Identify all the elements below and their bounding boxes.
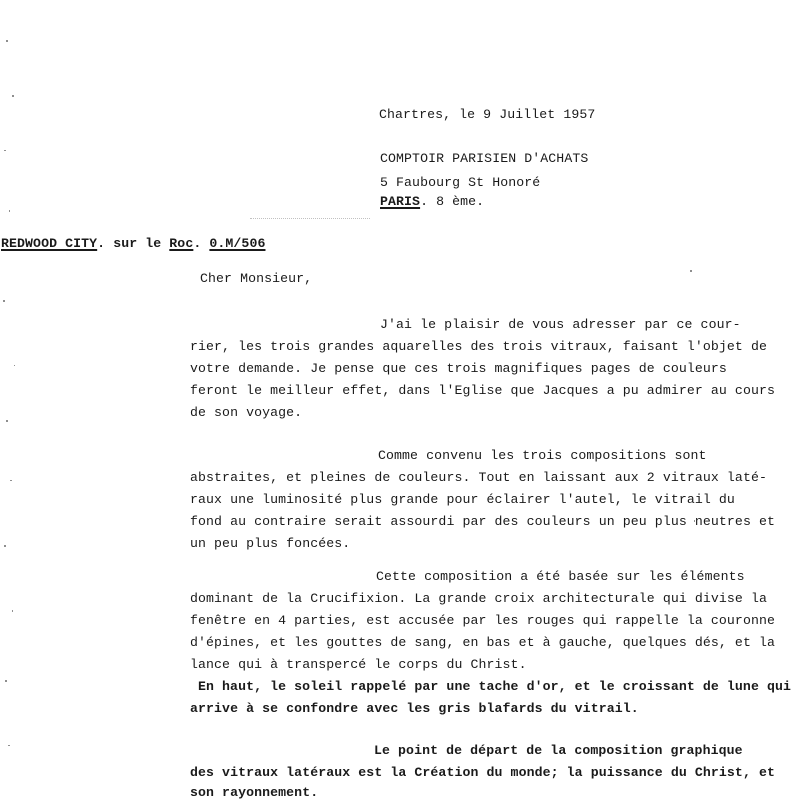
- body-line: un peu plus foncées.: [190, 536, 351, 551]
- reference-sep: . sur le: [97, 236, 170, 251]
- body-line: son rayonnement.: [190, 785, 319, 800]
- margin-speck: [4, 545, 6, 547]
- margin-speck: [14, 365, 15, 366]
- recipient-company: COMPTOIR PARISIEN D'ACHATS: [380, 151, 589, 166]
- recipient-city: [380, 195, 484, 208]
- body-line: raux une luminosité plus grande pour éclairer l'autel, le vitrail du: [190, 492, 735, 507]
- reference-project: REDWOOD CITY: [1, 236, 98, 251]
- margin-speck: [9, 210, 10, 212]
- body-line: Comme convenu les trois compositions sont: [378, 448, 707, 463]
- reference-line: [1, 237, 265, 250]
- reference-order: 0.M/506: [209, 236, 266, 251]
- margin-speck: [690, 270, 692, 272]
- body-line: arrive à se confondre avec les gris blafards du vitrail.: [190, 701, 639, 716]
- body-line: fond au contraire serait assourdi par des couleurs un peu plus neutres et: [190, 514, 776, 529]
- reference-place: Roc: [169, 236, 194, 251]
- ghost-line: [250, 218, 370, 220]
- recipient-district: . 8 ème.: [420, 194, 485, 209]
- body-line: J'ai le plaisir de vous adresser par ce cour-: [380, 317, 741, 332]
- margin-speck: [6, 420, 8, 422]
- margin-speck: [3, 300, 5, 302]
- place-date: Chartres, le 9 Juillet 1957: [379, 107, 596, 122]
- reference-sep2: .: [193, 236, 210, 251]
- body-line: dominant de la Crucifixion. La grande croix architecturale qui divise la: [190, 591, 767, 606]
- body-line: Le point de départ de la composition graphique: [374, 743, 743, 758]
- body-line: votre demande. Je pense que ces trois magnifiques pages de couleurs: [190, 361, 727, 376]
- body-line: d'épines, et les gouttes de sang, en bas et à gauche, quelques dés, et la: [190, 635, 776, 650]
- body-line: de son voyage.: [190, 405, 303, 420]
- margin-speck: [8, 745, 10, 746]
- body-line: feront le meilleur effet, dans l'Eglise que Jacques a pu admirer au cours: [190, 383, 776, 398]
- margin-speck: [6, 40, 8, 42]
- margin-speck: [10, 480, 12, 481]
- salutation: Cher Monsieur,: [200, 271, 313, 286]
- recipient-city-name: PARIS: [380, 194, 421, 209]
- recipient-street: 5 Faubourg St Honoré: [380, 175, 541, 190]
- margin-speck: [12, 95, 14, 97]
- body-line: Cette composition a été basée sur les éléments: [376, 569, 745, 584]
- body-line: abstraites, et pleines de couleurs. Tout en laissant aux 2 vitraux laté-: [190, 470, 767, 485]
- margin-speck: [4, 150, 6, 151]
- body-line: lance qui à transpercé le corps du Christ.: [190, 657, 527, 672]
- margin-speck: [5, 680, 7, 682]
- body-line: fenêtre en 4 parties, est accusée par les rouges qui rappelle la couronne: [190, 613, 776, 628]
- body-line: rier, les trois grandes aquarelles des trois vitraux, faisant l'objet de: [190, 339, 767, 354]
- body-line: En haut, le soleil rappelé par une tache d'or, et le croissant de lune qui: [198, 679, 791, 694]
- body-line: des vitraux latéraux est la Création du monde; la puissance du Christ, et: [190, 765, 776, 780]
- margin-speck: [12, 610, 13, 612]
